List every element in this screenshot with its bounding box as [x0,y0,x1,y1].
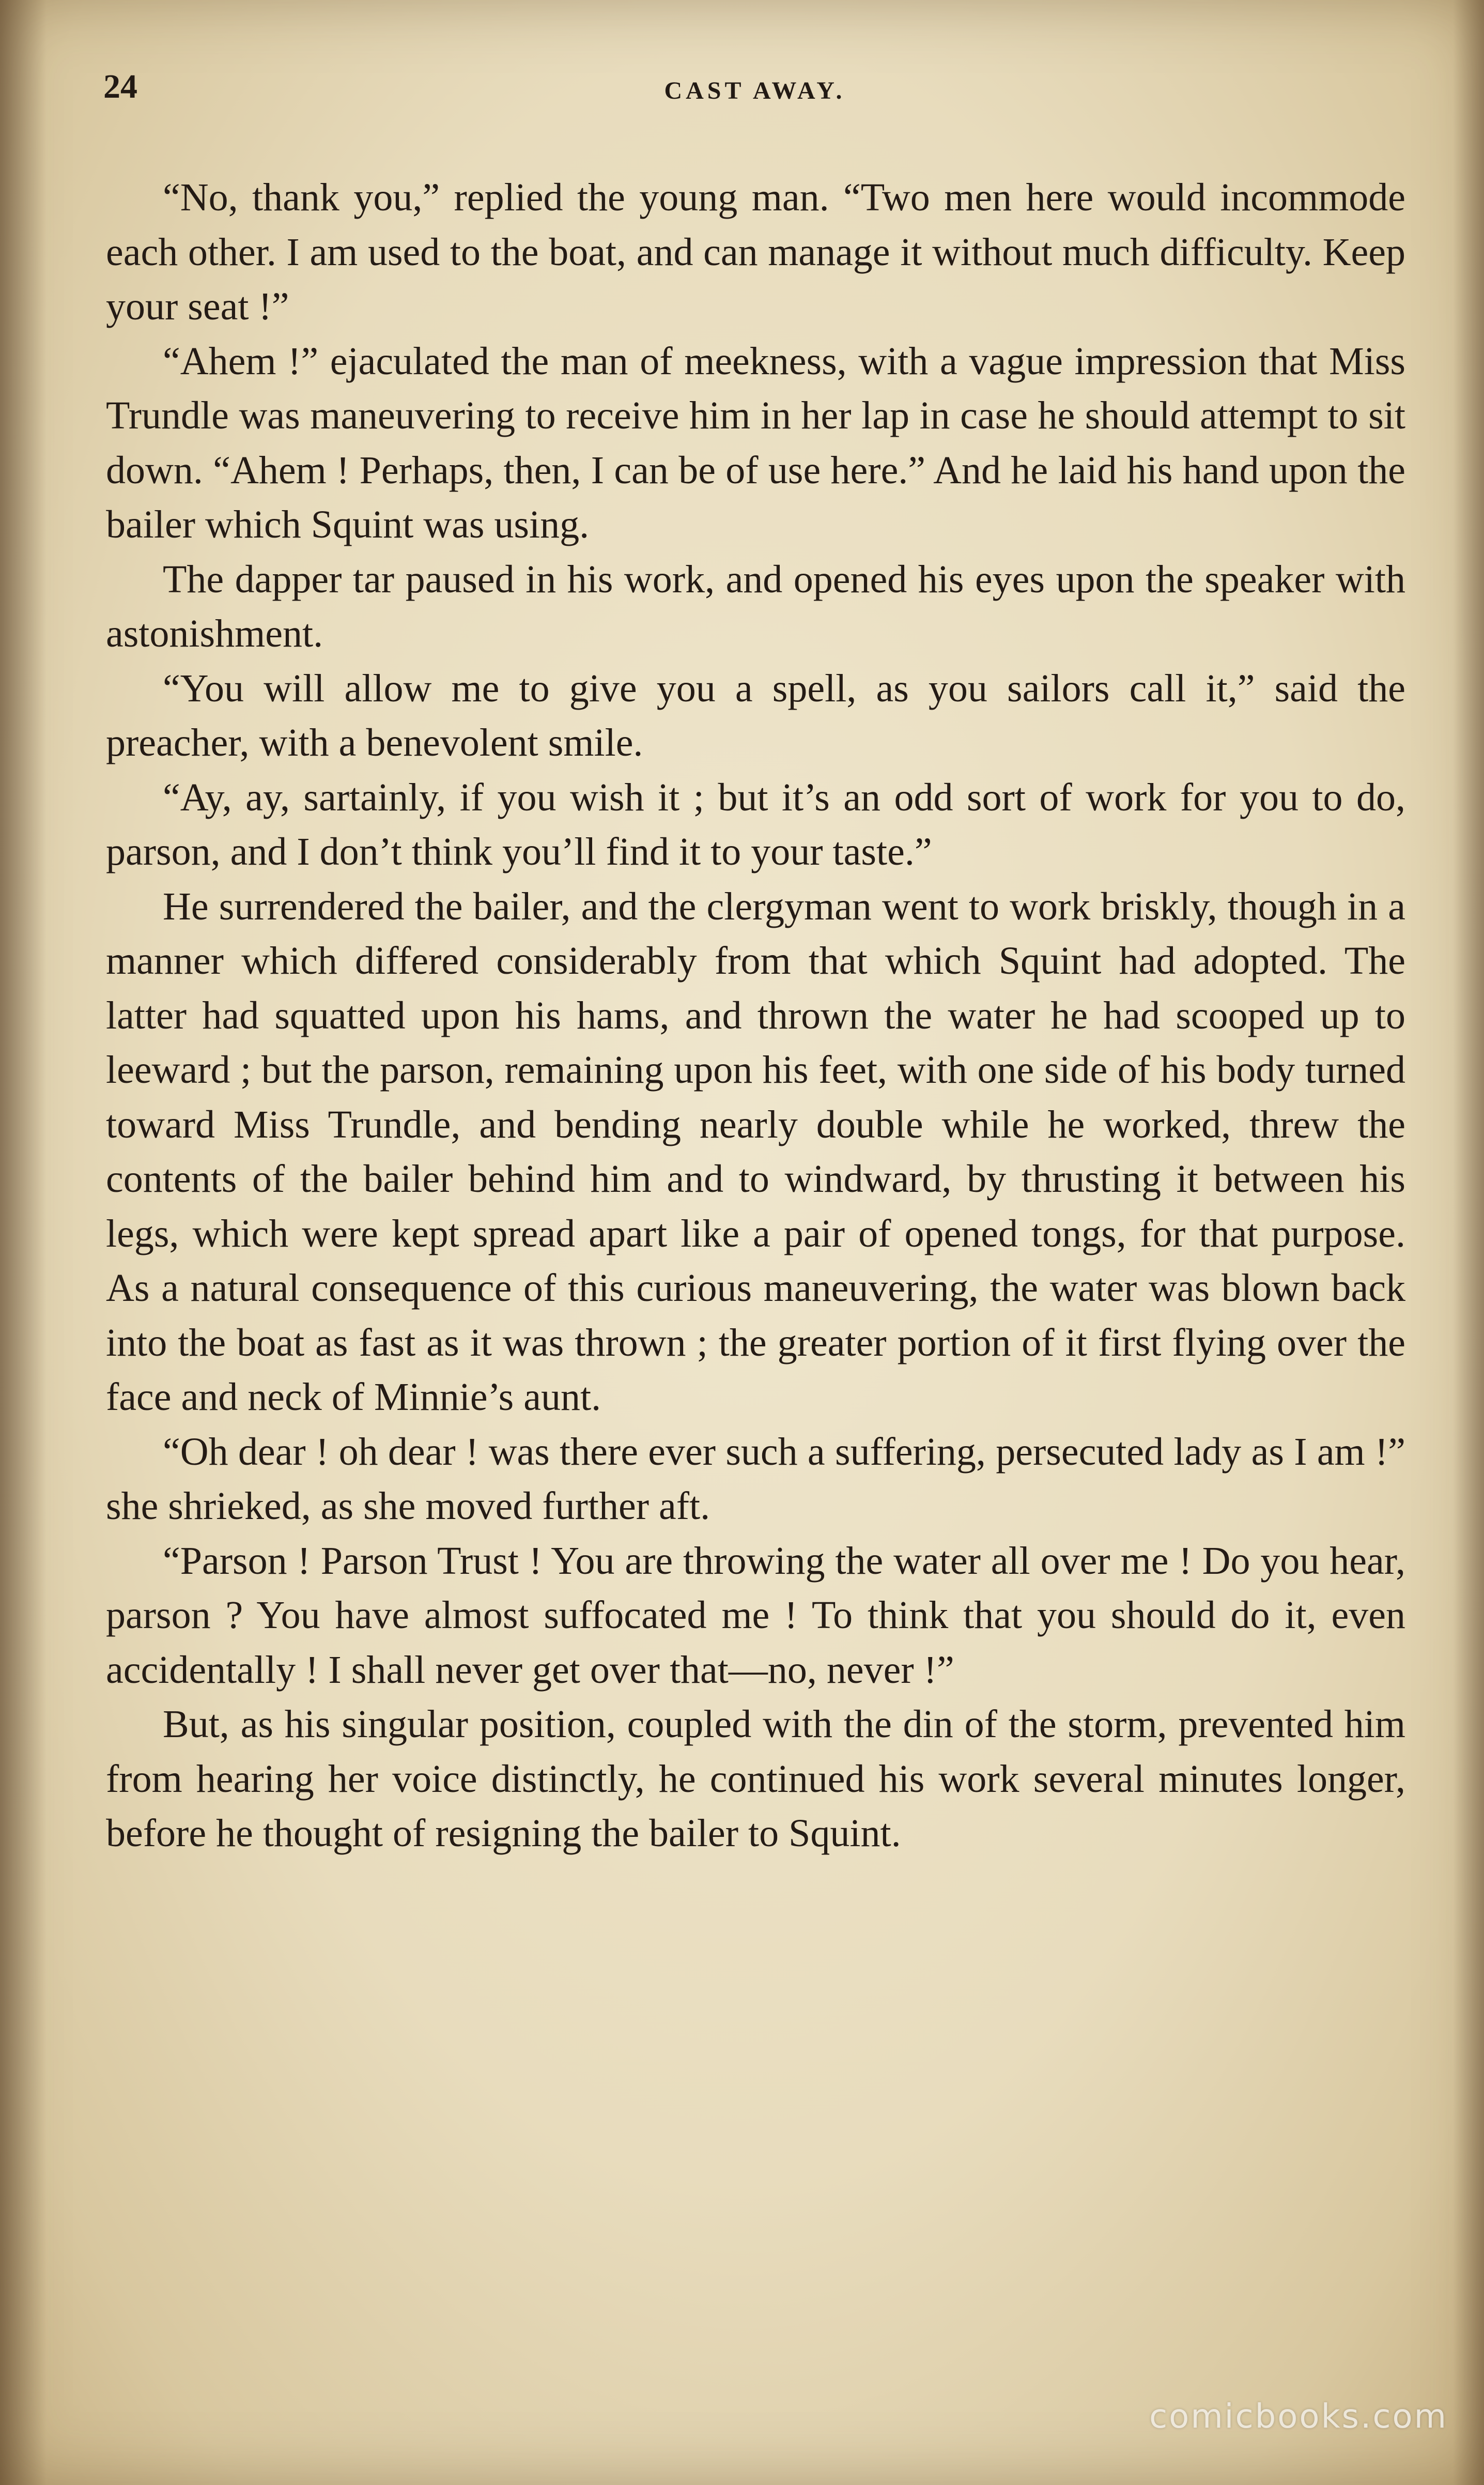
running-head: CAST AWAY. [664,77,846,104]
paragraph: “Ay, ay, sartainly, if you wish it ; but it’s an odd sort of work for you to do, parson, and I don’t think you’ll find it to your taste.” [106,775,1405,873]
paragraph: “You will allow me to give you a spell, as you sailors call it,” said the preacher, with a benevolent smile. [106,666,1405,764]
paragraph: The dapper tar paused in his work, and opened his eyes upon the speaker with astonishment. [106,557,1405,655]
paragraph: But, as his singular position, coupled with the din of the storm, prevented him from hearing her voice distinctly, he continued his work several minutes longer, before he thought of resigning the bailer to Squint. [106,1702,1405,1855]
paragraph: “Parson ! Parson Trust ! You are throwing the water all over me ! Do you hear, parson ? You have almost suffocated me ! To think that you should do it, even accidentally ! I shall never get over that—no, never !” [106,1539,1405,1692]
page-number: 24 [103,68,137,105]
paragraph: “No, thank you,” replied the young man. “Two men here would incommode each other. I am used to the boat, and can manage it without much difficulty. Keep your seat !” [106,176,1405,328]
watermark: comicbooks.com [1149,2398,1448,2436]
paragraph: “Ahem !” ejaculated the man of meekness, with a vague impression that Miss Trundle was maneuvering to receive him in her lap in case he should attempt to sit down. “Ahem ! Perhaps, then, I can be of use here.” And he laid his hand upon the bailer which Squint was using. [106,339,1405,546]
body-text [106,171,1405,1861]
page-header [103,67,1406,124]
paragraph: He surrendered the bailer, and the clergyman went to work briskly, though in a manner which differed considerably from that which Squint had adopted. The latter had squatted upon his hams, and thrown the water he had scooped up to leeward ; but the parson, remaining upon his feet, with one side of his body turned toward Miss Trundle, and bending nearly double while he worked, threw the contents of the bailer behind him and to windward, by thrusting it between his legs, which were kept spread apart like a pair of opened tongs, for that purpose. As a natural consequence of this curious maneuvering, the water was blown back into the boat as fast as it was thrown ; the greater portion of it first flying over the face and neck of Minnie’s aunt. [106,884,1405,1419]
paragraph: “Oh dear ! oh dear ! was there ever such a suffering, persecuted lady as I am !” she shrieked, as she moved further aft. [106,1430,1405,1528]
